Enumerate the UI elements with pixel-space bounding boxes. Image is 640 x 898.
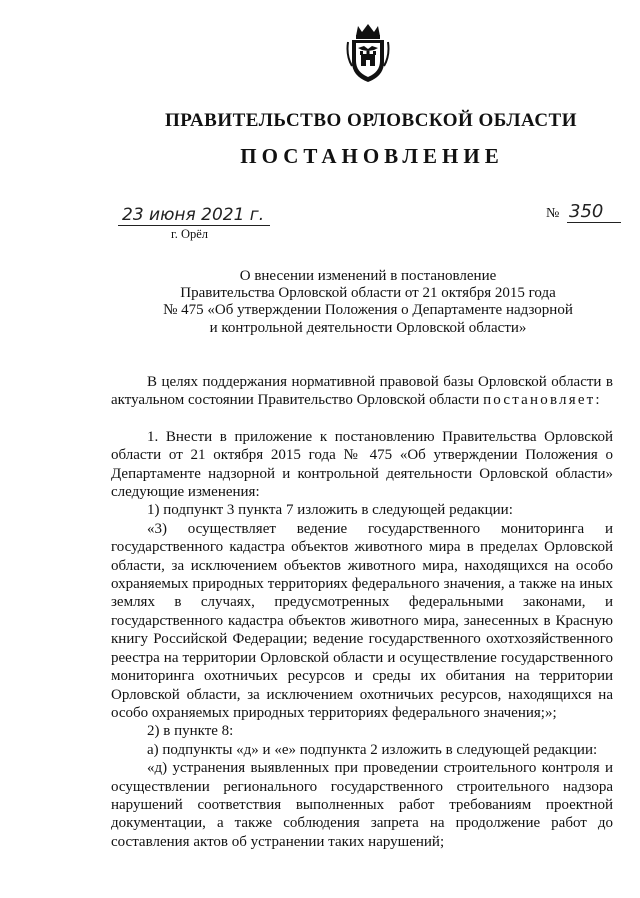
document-subject bbox=[108, 268, 628, 337]
subject-line: О внесении изменений в постановление bbox=[239, 268, 497, 284]
subject-line: Правительства Орловской области от 21 октября 2015 года bbox=[180, 285, 556, 302]
subject-line: и контрольной деятельности Орловской области» bbox=[209, 319, 527, 336]
document-number: 350 bbox=[567, 202, 621, 223]
document-city: г. Орёл bbox=[171, 227, 209, 241]
document-date: 23 июня 2021 г. bbox=[118, 205, 270, 226]
government-title: ПРАВИТЕЛЬСТВО ОРЛОВСКОЙ ОБЛАСТИ bbox=[164, 110, 577, 131]
paragraph-subitem-1: 1) подпункт 3 пункта 7 изложить в следующей редакции: bbox=[147, 502, 513, 519]
document-body bbox=[111, 373, 613, 851]
paragraph-item-1: 1. Внести в приложение к постановлению Правительства Орловской области от 21 октября 2015 года № 475 «Об утверждении Положения о Департаменте надзорной и контрольной деятельности Орловской области» следующие изменения: bbox=[111, 428, 613, 501]
paragraph-quote-3: «3) осуществляет ведение государственного мониторинга и государственного кадастра объектов животного мира в пределах Орловской области, за исключением объектов животного мира, находящихся на особо охраняемых природных территориях федерального значения, а также на иных землях в случаях, предусмотренных федеральными законами, и государственного кадастра объектов животного мира, занесенных в Красную книгу Российской Федерации; ведение государственного охотхозяйственного реестра на территории Орловской области и осуществление государственного мониторинга охотничьих ресурсов и среды их обитания на территории Орловской области, за исключением охотничьих ресурсов, находящихся на особо охраняемых природных территориях федерального значения;»; bbox=[111, 520, 613, 721]
document-type-title: ПОСТАНОВЛЕНИЕ bbox=[240, 144, 504, 168]
paragraph-subitem-a: а) подпункты «д» и «е» подпункта 2 изложить в следующей редакции: bbox=[147, 741, 598, 758]
coat-of-arms-emblem bbox=[346, 22, 390, 84]
paragraph-subitem-2: 2) в пункте 8: bbox=[147, 723, 234, 740]
paragraph-quote-d: «д) устранения выявленных при проведении строительного контроля и осуществлении регионального государственного строительного надзора нарушений соответствия выполненных работ требованиям проектной документации, а также соблюдения запрета на продолжение работ до составления актов об устранении таких нарушений; bbox=[111, 760, 613, 850]
preamble-paragraph: В целях поддержания нормативной правовой базы Орловской области в актуальном состоянии Правительство Орловской области постановляет: bbox=[111, 374, 613, 409]
preamble-action: постановляет: bbox=[483, 392, 602, 409]
number-label: № bbox=[546, 206, 560, 221]
subject-line: № 475 «Об утверждении Положения о Департаменте надзорной bbox=[163, 302, 573, 319]
